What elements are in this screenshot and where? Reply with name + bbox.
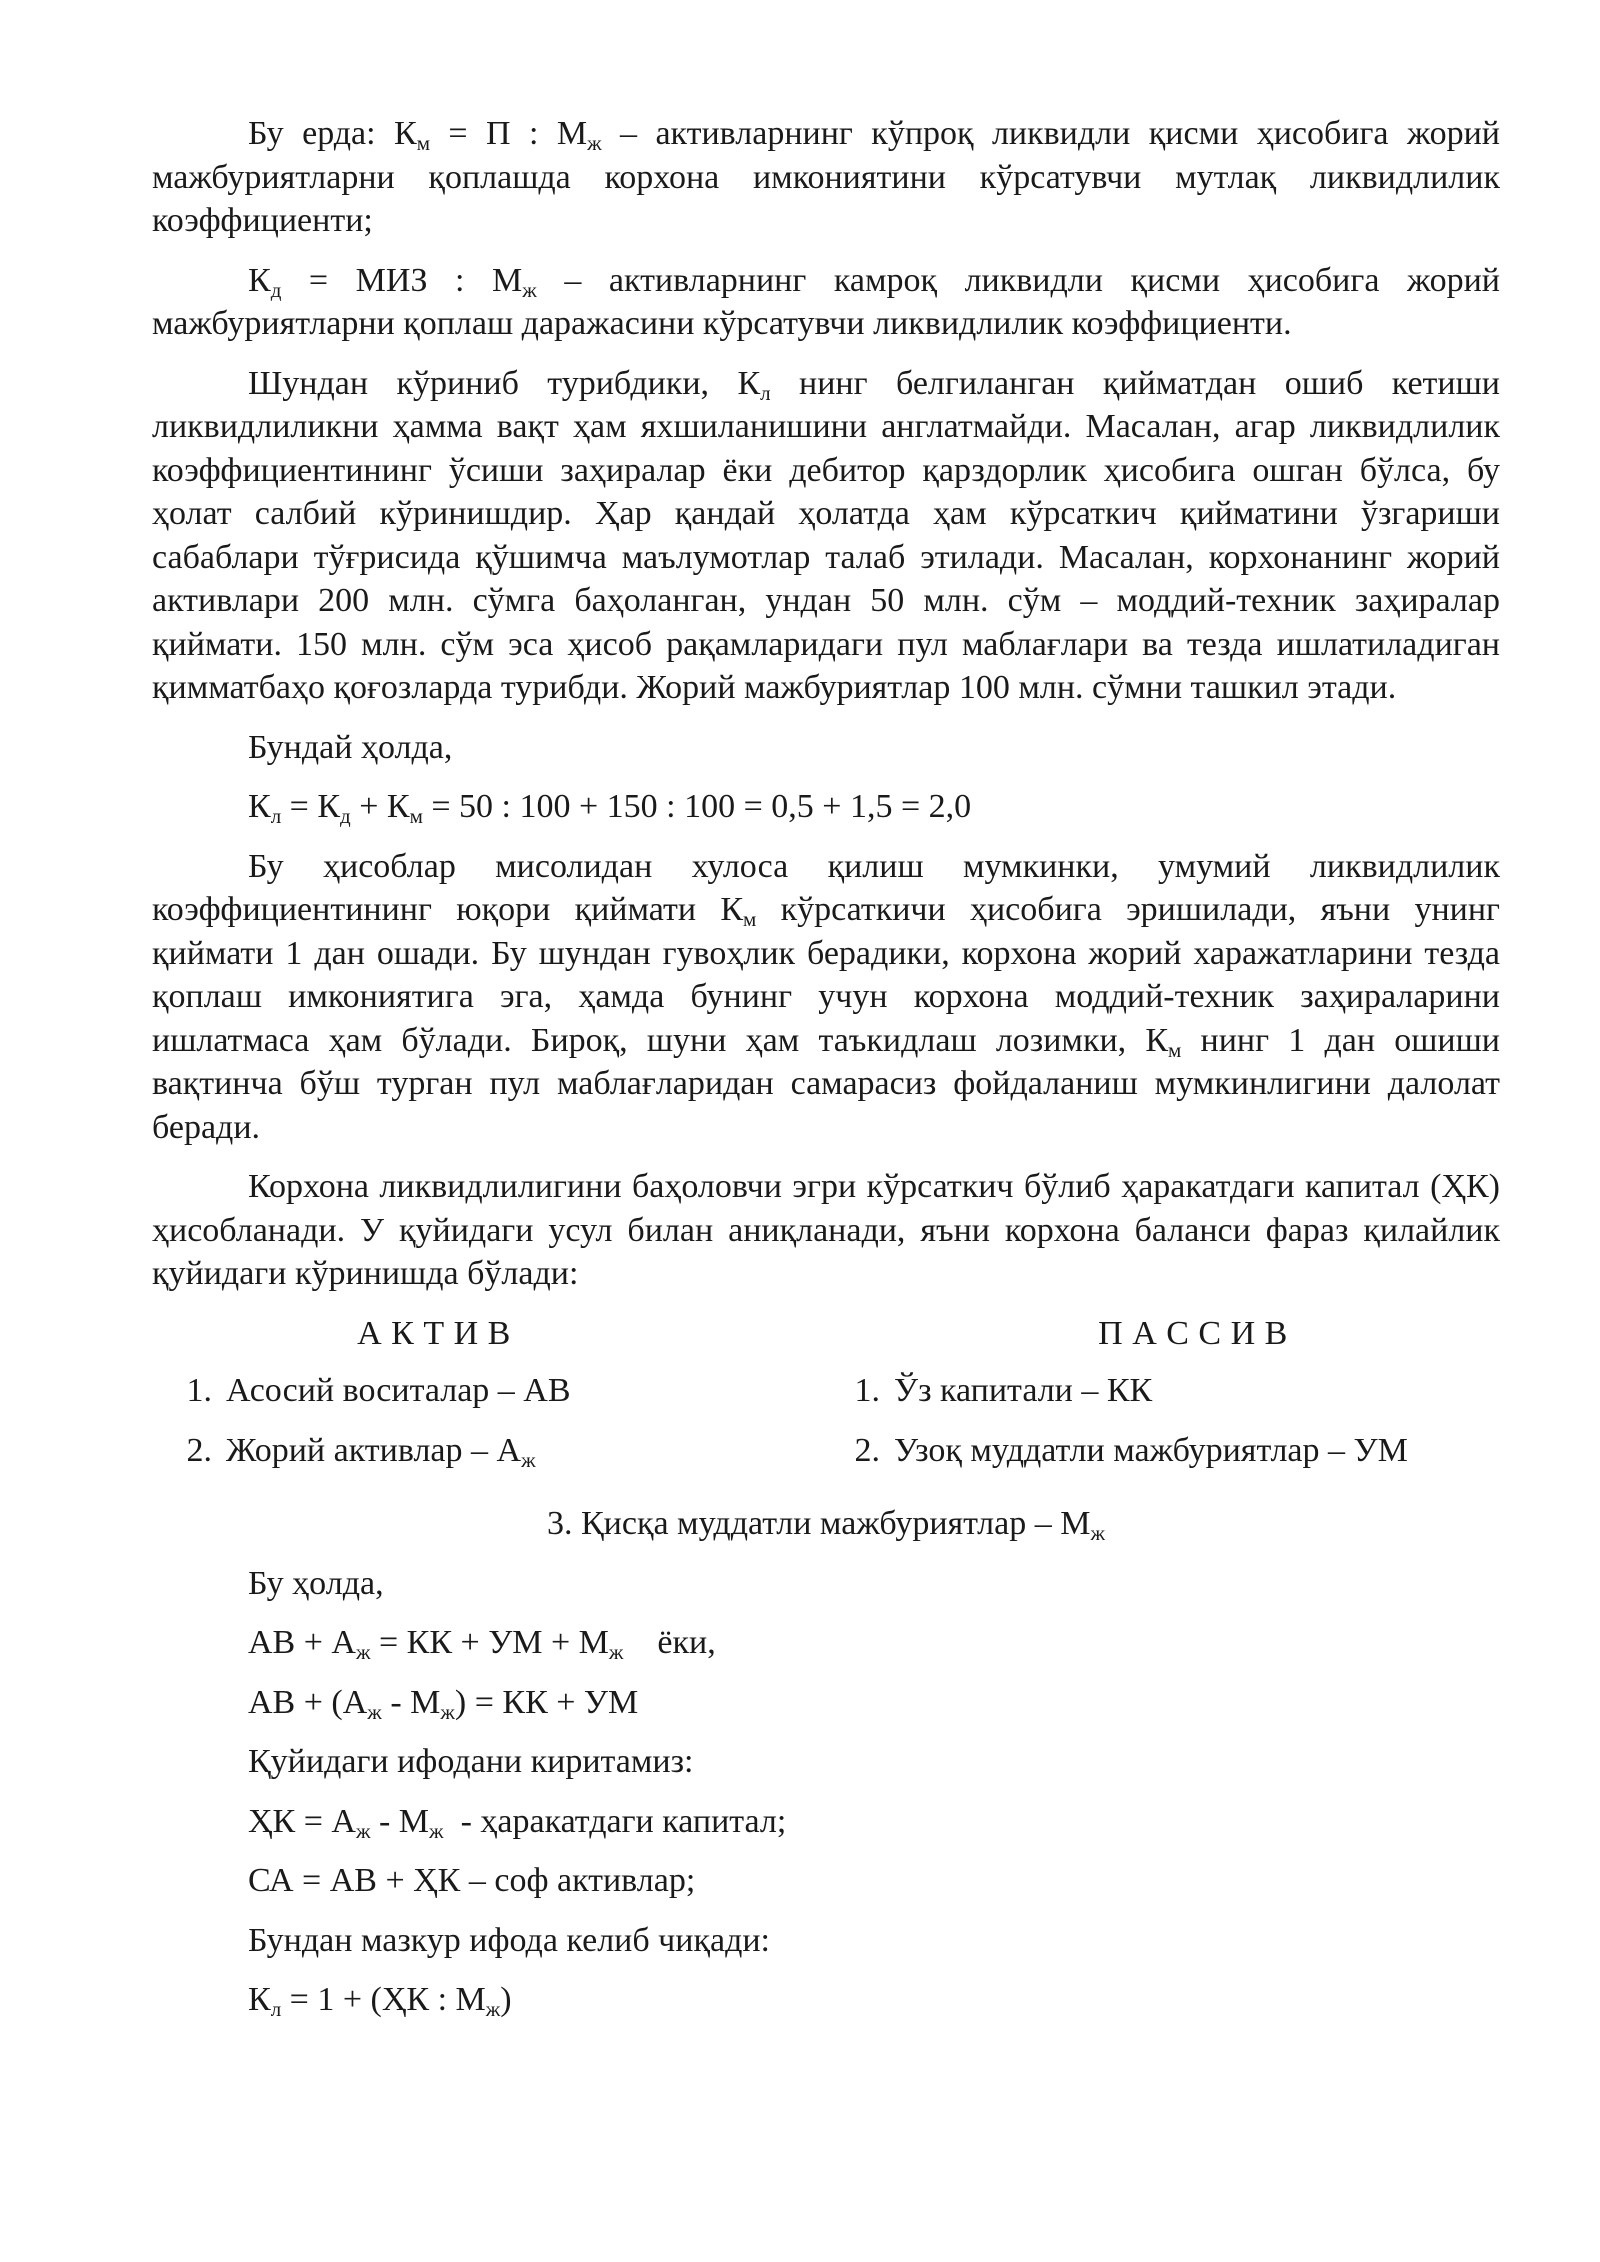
passive-item: 2. Узоқ муддатли мажбуриятлар – УМ xyxy=(854,1431,1408,1469)
paragraph-liquidity-example: Шундан кўриниб турибдики, $К_л$ нинг белгиланган қийматдан ошиб кетиши ликвидлиликни ҳамма вақт ҳам яхшиланишини англатмайди. Масалан, агар ликвидлилик коэффициентининг ўсиши заҳиралар ёки дебитор қарздорлик ҳисобига ошган бўлса, бу ҳолат салбий кўринишдир. Ҳар қандай ҳолатда ҳам кўрсаткич қийматини ўзгариши сабаблари тўғрисида қўшимча маълумотлар талаб этилади. Масалан, корхонанинг жорий активлари 200 млн. сўмга баҳоланган, ундан 50 млн. сўм – моддий-техник заҳиралар қиймати. 150 млн. сўм эса ҳисоб рақамларидаги пул маблағлари ва тезда ишлатиладиган қимматбаҳо қоғозларда турибди. Жорий мажбуриятлар 100 млн. сўмни ташкил этади. xyxy=(152,364,1500,706)
equation-balance-rearranged: АВ + $(А_ж - М_ж)$ = КК + УМ xyxy=(248,1683,639,1724)
active-heading: А К Т И В xyxy=(357,1314,511,1352)
equation-net-assets: СА = АВ + ҲК – соф активлар; xyxy=(248,1862,696,1899)
equation-working-capital: ҲК = $А_ж - М_ж$ - ҳаракатдаги капитал; xyxy=(248,1802,787,1843)
equation-kl-final: $К_л = 1 + (ҲК$ : $М_ж$) xyxy=(248,1981,512,2021)
paragraph-working-capital: Корхона ликвидлилигини баҳоловчи эгри кўрсаткич бўлиб ҳаракатдаги капитал (ҲК) ҳисобланади. У қуйидаги усул билан аниқланади, яъни корхона баланси фараз қилайлик қуйидаги кўринишда бўлади: xyxy=(152,1168,1500,1292)
paragraph-conclusion: Бу ҳисоблар мисолидан хулоса қилиш мумкинки, умумий ликвидлилик коэффициентининг юқори қиймати $К_м$ кўрсаткичи ҳисобига эришилади, яъни унинг қиймати 1 дан ошади. Бу шундан гувоҳлик берадики, корхона жорий харажатларини тезда қоплаш имкониятига эга, ҳамда бунинг учун корхона моддий-техник заҳираларини ишлатмаса ҳам бўлади. Бироқ, шуни ҳам таъкидлаш лозимки, $К_м$ нинг 1 дан ошиши вақтинча бўш турган пул маблағларидан самарасиз фойдаланиш мумкинлигини далолат беради. xyxy=(152,847,1501,1146)
passive-item: 1. Ўз капитали – КК xyxy=(854,1372,1153,1409)
balance-table xyxy=(152,1312,1500,1489)
active-column xyxy=(152,1312,826,1489)
passive-column xyxy=(826,1312,1500,1489)
paragraph-km-definition: Бу ерда: $К_м = П$ : $М_ж$ – активларнинг кўпроқ ликвидли қисми ҳисобига жорий мажбуриятларни қоплашда корхона имкониятини кўрсатувчи мутлақ ликвидлилик коэффициенти; xyxy=(152,115,1500,239)
active-item: 2. Жорий активлар – $А_ж$ xyxy=(186,1431,536,1472)
formula-kl-calculation: $К_л = К_д + К_м = 50$ : 100 + 150 : 100 = 0,5 + 1,5 = 2,0 xyxy=(248,788,972,828)
passive-heading: П А С С И В xyxy=(1098,1314,1288,1352)
passive-item-short-term: 3. Қисқа муддатли мажбуриятлар – $М_ж$ xyxy=(546,1505,1105,1545)
paragraph-kd-definition: $К_д$ = МИЗ : $М_ж$ – активларнинг камроқ ликвидли қисми ҳисобига жорий мажбуриятларни қоплаш даражасини кўрсатувчи ликвидлилик коэффициенти. xyxy=(152,261,1501,342)
equation-balance: АВ + $А_ж$ = КК + УМ + $М_ж$ ёки, xyxy=(248,1624,716,1664)
paragraph-introduce-expression: Қуйидаги ифодани киритамиз: xyxy=(248,1743,694,1780)
active-item: 1. Асосий воситалар – АВ xyxy=(186,1372,571,1409)
paragraph-follows: Бундан мазкур ифода келиб чиқади: xyxy=(248,1921,771,1959)
paragraph-in-this-case: Бундай ҳолда, xyxy=(248,728,453,766)
paragraph-in-this-case-2: Бу ҳолда, xyxy=(248,1564,384,1602)
document-page xyxy=(152,112,1500,2038)
